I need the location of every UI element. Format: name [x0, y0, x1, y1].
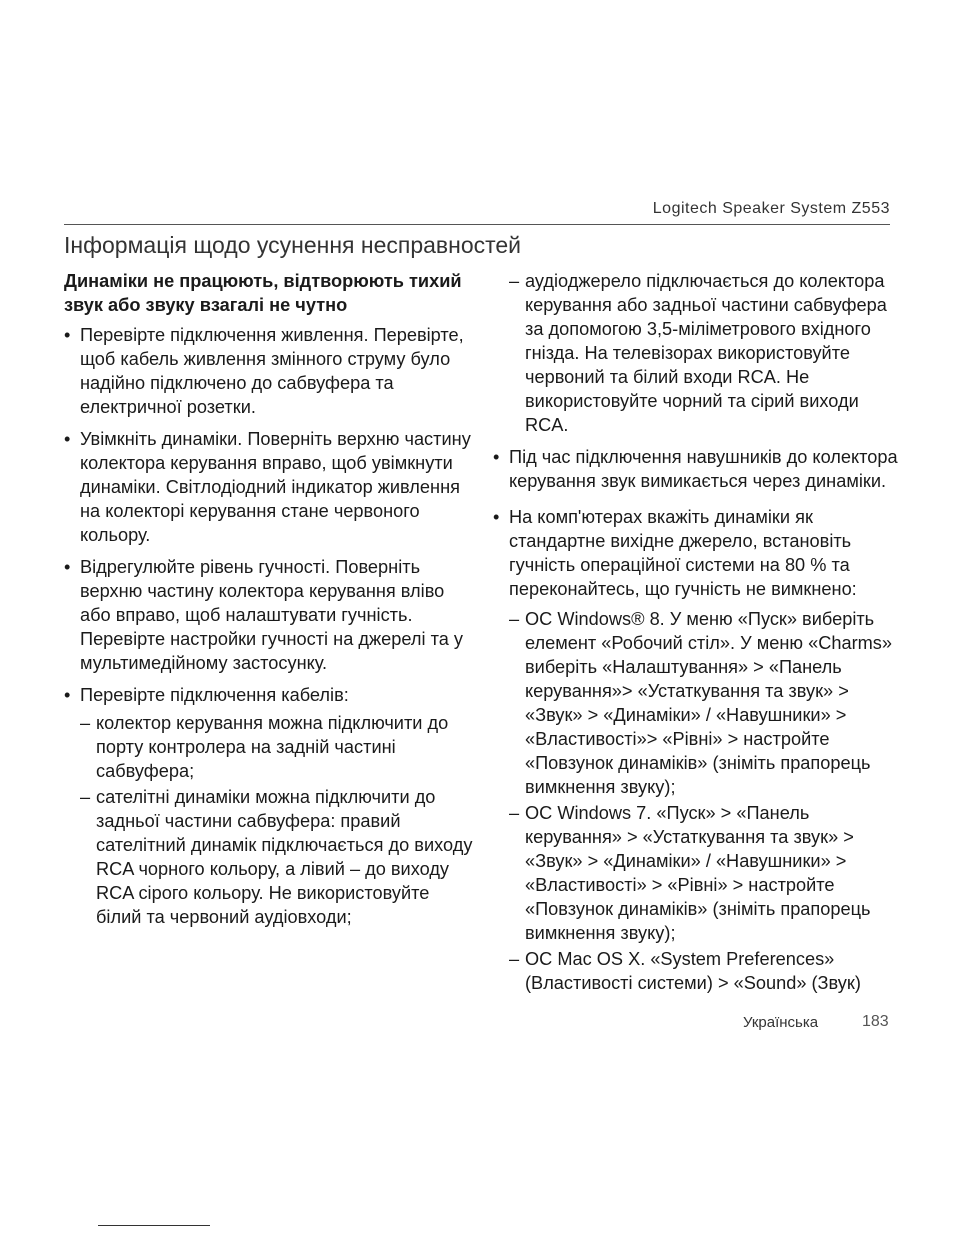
footer-language: Українська	[743, 1014, 819, 1031]
left-column	[64, 269, 474, 931]
dash-audio-source: – аудіоджерело підключається до колектора керування або задньої частини сабвуфера за допомогою 3,5-міліметрового вхідного гнізда. На телевізорах використовуйте червоний та білий входи RCA. Не використовуйте чорний та сірий виходи RCA.	[493, 269, 898, 437]
bullet-turn-on: • Увімкніть динаміки. Поверніть верхню частину колектора керування вправо, щоб увімкнути динаміки. Світлодіодний індикатор живлення на колекторі керування стане червоного кольору.	[64, 427, 474, 547]
dash-satellites: – сателітні динаміки можна підключити до задньої частини сабвуфера: правий сателітний динамік підключається до виходу RCA чорного кольору, а лівий – до виходу RCA сірого кольору. Не використовуйте білий та червоний аудіовходи;	[64, 785, 474, 929]
bullet-cables: • Перевірте підключення кабелів:	[64, 683, 474, 707]
bullet-volume: • Відрегулюйте рівень гучності. Поверніть верхню частину колектора керування вліво або вправо, щоб налаштувати гучність. Перевірте настройки гучності на джерелі та у мультимедійному застосунку.	[64, 555, 474, 675]
page-number: 183	[862, 1013, 889, 1030]
section-subhead: Динаміки не працюють, відтворюють тихий звук або звуку взагалі не чутно	[64, 271, 462, 315]
dash-windows-8: – ОС Windows® 8. У меню «Пуск» виберіть елемент «Робочий стіл». У меню «Charms» виберіть «Налаштування» > «Панель керування»> «Устаткування та звук» > «Звук» > «Динаміки» / «Навушники» > «Властивості»> «Рівні» > настройте «Повзунок динаміків» (зніміть прапорець вимкнення звуку);	[493, 607, 898, 799]
dash-mac-os: – ОС Mac OS X. «System Preferences» (Властивості системи) > «Sound» (Звук)	[493, 947, 898, 995]
bullet-power: • Перевірте підключення живлення. Перевірте, щоб кабель живлення змінного струму було надійно підключено до сабвуфера та електричної розетки.	[64, 323, 474, 419]
right-column	[493, 269, 898, 997]
header-divider	[64, 224, 890, 225]
bullet-headphones: • Під час підключення навушників до колектора керування звук вимикається через динаміки.	[493, 445, 898, 493]
page-title: Інформація щодо усунення несправностей	[64, 232, 522, 258]
bullet-computer: • На комп'ютерах вкажіть динаміки як стандартне вихідне джерело, встановіть гучність операційної системи на 80 % та переконайтесь, що гучність не вимкнено:	[493, 505, 898, 601]
dash-control-pod: – колектор керування можна підключити до порту контролера на задній частині сабвуфера;	[64, 711, 474, 783]
dash-windows-7: – ОС Windows 7. «Пуск» > «Панель керування» > «Устаткування та звук» > «Звук» > «Динаміки» / «Навушники» > «Властивості» > «Рівні» > настройте «Повзунок динаміків» (зніміть прапорець вимкнення звуку);	[493, 801, 898, 945]
document-header: Logitech Speaker System Z553	[652, 200, 890, 217]
footer-divider	[98, 1225, 210, 1226]
